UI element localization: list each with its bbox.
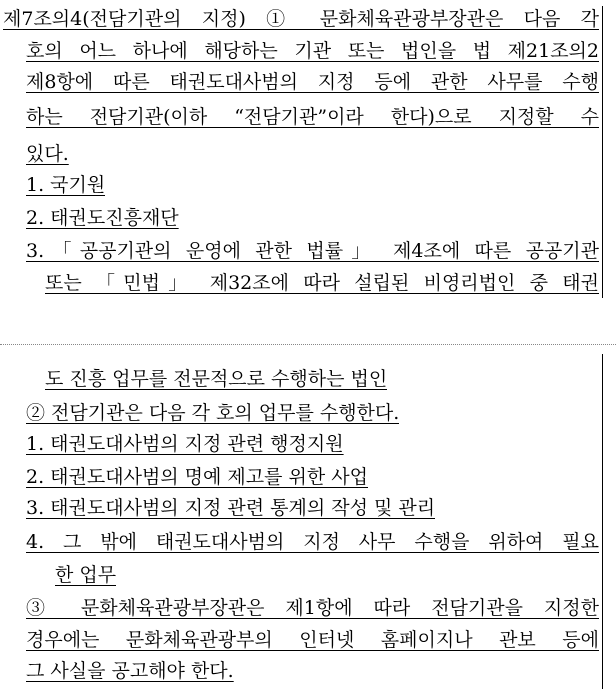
paragraph-2: ② 전담기관은 다음 각 호의 업무를 수행한다. — [26, 402, 400, 424]
page-break-divider — [0, 344, 616, 345]
text-line: 한 업무 — [55, 564, 117, 586]
list-item: 3.「공공기관의 운영에 관한 법률」 제4조에 따른 공공기관 — [26, 240, 599, 262]
list-item: 2. 태권도진흥재단 — [26, 207, 179, 229]
text-line: 호의 어느 하나에 해당하는 기관 또는 법인을 법 제21조의2 — [26, 40, 599, 62]
text-line: 경우에는 문화체육관광부의 인터넷 홈페이지나 관보 등에 — [26, 629, 599, 651]
text-line: 하는 전담기관(이하 “전담기관”이라 한다)으로 지정할 수 — [26, 106, 599, 128]
text-line: 또는 「민법」 제32조에 따라 설립된 비영리법인 중 태권 — [45, 272, 599, 294]
list-item: 3. 태권도대사범의 지정 관련 통계의 작성 및 관리 — [26, 497, 436, 519]
list-item: 4. 그 밖에 태권도대사범의 지정 사무 수행을 위하여 필요 — [26, 531, 599, 553]
list-item: 1. 태권도대사범의 지정 관련 행정지원 — [26, 433, 344, 455]
text-line: 제7조의4(전담기관의 지정) ① 문화체육관광부장관은 다음 각 — [3, 8, 599, 30]
text-line: 도 진흥 업무를 전문적으로 수행하는 법인 — [45, 368, 388, 390]
right-margin-bar-top — [602, 6, 603, 298]
right-margin-bar-bottom — [602, 354, 603, 689]
paragraph-3: ③ 문화체육관광부장관은 제1항에 따라 전담기관을 지정한 — [26, 597, 599, 619]
text-line: 그 사실을 공고해야 한다. — [26, 660, 234, 682]
list-item: 1. 국기원 — [26, 174, 106, 196]
text-line: 있다. — [26, 143, 69, 165]
text-line: 제8항에 따른 태권도대사범의 지정 등에 관한 사무를 수행 — [26, 71, 599, 93]
list-item: 2. 태권도대사범의 명예 제고를 위한 사업 — [26, 466, 368, 488]
